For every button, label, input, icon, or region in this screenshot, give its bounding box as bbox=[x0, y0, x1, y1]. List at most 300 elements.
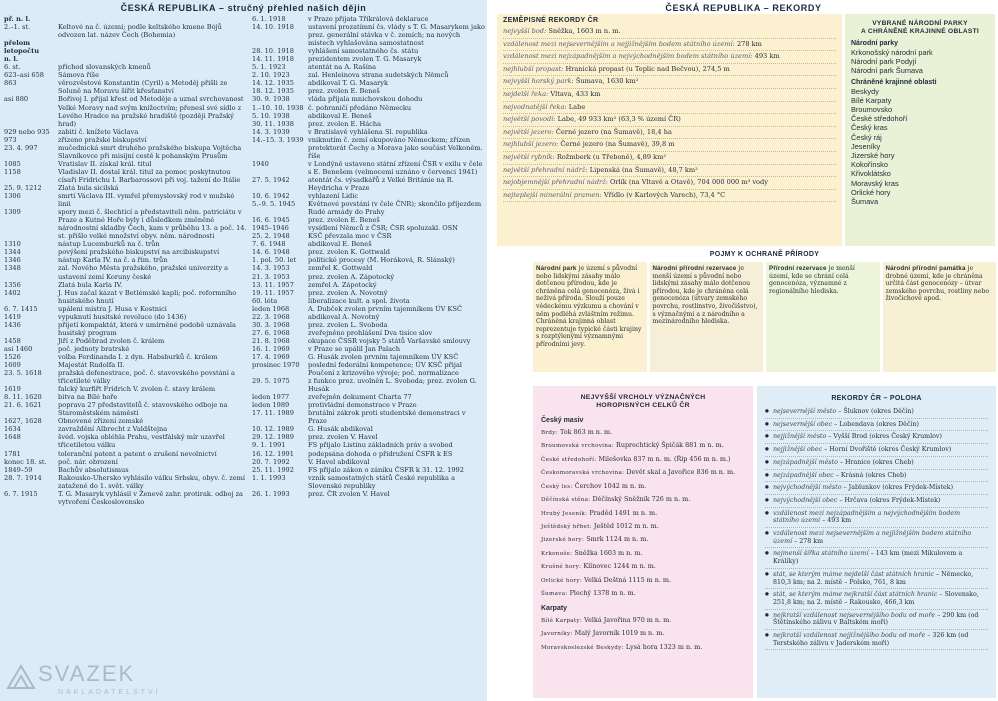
timeline-event: v Bratislavě vyhlášena Sl. republika bbox=[308, 127, 428, 136]
timeline-event: pražská defenestrace, poč. č. stavovského povstání a třicetileté války bbox=[58, 369, 235, 386]
protected-areas-heading: Chráněné krajinné oblasti bbox=[851, 78, 937, 86]
timeline-event: poprava 27 představitelů č. stavovského odboje na Staroměstském náměstí bbox=[58, 401, 228, 418]
timeline-event: okupace ČSSR vojsky 5 států Varšavské smlouvy bbox=[308, 336, 471, 345]
timeline-event: abdikoval T. G. Masaryk bbox=[308, 79, 389, 88]
record-value: – Německo, 810,3 km; na 2. místě – Polsko, 761, 8 km bbox=[773, 570, 974, 586]
timeline-date: 30. 9. 1938 bbox=[252, 95, 290, 104]
timeline-event: v Londýně ustaveno státní zřízení ČSR v exilu v čele s E. Benešem (velmocemi uznáno v červenci 1941) bbox=[308, 159, 483, 176]
timeline-row bbox=[4, 385, 247, 393]
position-record-item bbox=[765, 548, 988, 568]
record-label: největší povodí: bbox=[503, 115, 556, 124]
peak-name: Lysá hora 1323 m n. m. bbox=[625, 642, 703, 651]
geographic-records-list bbox=[503, 26, 836, 202]
timeline-row bbox=[252, 15, 485, 23]
timeline-column-1 bbox=[4, 15, 247, 506]
timeline-event: příchod slovanských kmenů bbox=[58, 63, 151, 72]
position-record-item bbox=[765, 528, 988, 548]
timeline-event: zemřel K. Gottwald bbox=[308, 264, 373, 273]
timeline-event: prezidentem zvolen T. G. Masaryk bbox=[308, 55, 422, 64]
protected-areas-list bbox=[851, 87, 989, 207]
timeline-row bbox=[252, 240, 485, 248]
timeline-event: volba Ferdinanda I. z dyn. Habsburků č. králem bbox=[58, 352, 218, 361]
timeline-event: smrtí Václava III. vymřel přemyslovský rod v mužské linii bbox=[58, 192, 235, 209]
timeline-row bbox=[4, 458, 247, 466]
timeline-date: 14.–15. 3. 1939 bbox=[252, 135, 304, 144]
timeline-row bbox=[252, 353, 485, 361]
timeline-event: vznik samostatných států České republika a Slovenské republiky bbox=[308, 473, 456, 490]
protection-term bbox=[883, 262, 997, 372]
timeline-row bbox=[4, 281, 247, 289]
position-record-item bbox=[765, 569, 988, 589]
timeline-event: prez. zvolen E. Beneš bbox=[308, 87, 380, 96]
record-label: nejhlubší jezero: bbox=[503, 140, 559, 149]
timeline-date: leden 1989 bbox=[252, 401, 290, 410]
record-value: Hranická propast (u Teplic nad Bečvou), 274,5 m bbox=[565, 64, 730, 73]
timeline-event: Keltové na č. území; podle keltského kmene Bójů odvozen lat. název Čech (Bohemia) bbox=[58, 23, 222, 40]
timeline-date: asi 880 bbox=[4, 95, 29, 104]
timeline-event: prez. zvolen K. Gottwald bbox=[308, 248, 391, 257]
parks-heading bbox=[851, 20, 989, 36]
timeline-date: 929 nebo 935 bbox=[4, 127, 50, 136]
geo-record-item bbox=[503, 190, 836, 203]
timeline-event: Bořivoj I. přijal křest od Metoděje a uznal svrchovanost Velké Moravy nad svým knížectvím; přenesl své sídlo z Levého Hradce na pražské hradiště (později Pražský hrad) bbox=[58, 95, 244, 128]
record-label: stát, se kterým máme nejdelší část státních hranic bbox=[773, 570, 934, 578]
position-records-box bbox=[757, 386, 996, 698]
record-value: Orlík (na Vltavě a Otavě), 704 000 000 m³ vody bbox=[610, 178, 768, 187]
timeline-row bbox=[252, 401, 485, 409]
timeline-date: 1940 bbox=[252, 159, 269, 168]
timeline-row bbox=[252, 176, 485, 192]
timeline-event: zavraždění Albrecht z Valdštejna bbox=[58, 425, 168, 434]
timeline-date: 1309 bbox=[4, 208, 21, 217]
position-record-item bbox=[765, 470, 988, 483]
record-value: – Horní Dvořiště (okres Český Krumlov) bbox=[824, 446, 952, 454]
range-name: Broumovská vrchovina: bbox=[541, 443, 614, 450]
position-record-item bbox=[765, 457, 988, 470]
timeline-date: 1346 bbox=[4, 256, 21, 265]
timeline-date: 6. 7. 1415 bbox=[4, 304, 38, 313]
range-name: Děčínská stěna: bbox=[541, 497, 591, 504]
record-value: Labe, 49 933 km² (63,3 % území ČR) bbox=[557, 115, 681, 124]
timeline-date: 1085 bbox=[4, 159, 21, 168]
record-label: nejzápadnější město bbox=[773, 458, 838, 466]
timeline-date: 16. 1. 1969 bbox=[252, 344, 290, 353]
peak-item bbox=[541, 466, 745, 479]
timeline-row bbox=[4, 337, 247, 345]
timeline-event: G. Husák abdikoval bbox=[308, 425, 373, 434]
peak-item bbox=[541, 493, 745, 506]
record-value: – Šluknov (okres Děčín) bbox=[838, 408, 914, 415]
record-value: – 278 km bbox=[794, 537, 824, 545]
term-name: Národní park bbox=[536, 265, 577, 272]
highest-peaks-heading bbox=[541, 394, 745, 411]
timeline-row bbox=[4, 144, 247, 160]
record-value: – Vyšší Brod (okres Český Krumlov) bbox=[828, 433, 942, 441]
timeline-row bbox=[252, 361, 485, 377]
timeline-event: zabití č. knížete Václava bbox=[58, 127, 139, 136]
timeline-row bbox=[4, 208, 247, 240]
timeline-date: 16. 12. 1991 bbox=[252, 449, 294, 458]
timeline-event: zal. Nového Města pražského, pražské univerzity a ustavení zemí Koruny české bbox=[58, 264, 229, 281]
timeline-event: nástup Karla IV. na č. a řím. trůn bbox=[58, 256, 168, 265]
timeline-event: poč. nár. obrození bbox=[58, 457, 118, 466]
timeline-event: Zlatá bula Karla IV. bbox=[58, 280, 123, 289]
timeline-date: 18. 12. 1935 bbox=[252, 87, 294, 96]
timeline-row bbox=[252, 321, 485, 329]
timeline-date: 23. 4. 997 bbox=[4, 143, 38, 152]
timeline-row bbox=[4, 136, 247, 144]
park-item: Jeseníky bbox=[851, 141, 881, 151]
timeline-date: 2. 10. 1923 bbox=[252, 71, 290, 80]
timeline-event: Bachův absolutismus bbox=[58, 465, 129, 474]
timeline-event: V. Havel abdikoval bbox=[308, 457, 370, 466]
record-value: – 143 km (mezi Mikulovem a Králíky) bbox=[773, 550, 963, 566]
timeline-row bbox=[4, 160, 247, 168]
peak-name: Plechý 1378 m n. m. bbox=[569, 589, 636, 598]
timeline-date: 1648 bbox=[4, 433, 21, 442]
timeline-date: 1158 bbox=[4, 167, 21, 176]
timeline-event: vyhlášení samostatného čs. státu bbox=[308, 47, 419, 56]
record-label: nejsevernější město bbox=[773, 408, 837, 415]
timeline-row bbox=[252, 95, 485, 103]
timeline-event: Vratislav II. získal král. titul bbox=[58, 159, 152, 168]
timeline-date: 1.–10. 10. 1938 bbox=[252, 103, 304, 112]
peak-name: Velká Deštná 1115 m n. m. bbox=[584, 575, 672, 584]
geo-record-item bbox=[503, 177, 836, 190]
timeline-row bbox=[252, 337, 485, 345]
range-name: Orlické hory: bbox=[541, 577, 583, 584]
timeline-row bbox=[4, 192, 247, 208]
timeline-row bbox=[252, 264, 485, 272]
timeline-date: 21. 6. 1621 bbox=[4, 401, 42, 410]
timeline-event: atentát čs. výsadkářů z Velké Británie na R. Heydricha v Praze bbox=[308, 175, 454, 192]
timeline-date: 1306 bbox=[4, 192, 21, 201]
peak-name: Děčínský Sněžník 726 m n. m. bbox=[592, 495, 691, 504]
record-value: – Slovensko, 251,8 km; na 2. místě – Rakousko, 466,3 km bbox=[773, 591, 979, 606]
record-value: Vřídlo (v Karlových Varech), 73,4 °C bbox=[603, 190, 726, 199]
timeline-row bbox=[4, 289, 247, 305]
record-value: – Lobendava (okres Děčín) bbox=[834, 420, 919, 428]
record-label: stát, se kterým máme nejkratší část státních hranic bbox=[773, 591, 938, 599]
timeline-event: v Praze se upálil Jan Palach bbox=[308, 344, 400, 353]
timeline-row bbox=[4, 23, 247, 39]
timeline-date: 1436 bbox=[4, 320, 21, 329]
record-label: nejvýchodnější město bbox=[773, 484, 842, 492]
national-parks-heading: Národní parky bbox=[851, 40, 899, 47]
peak-name: Milešovka 837 m n. m. (Říp 456 m n. m.) bbox=[598, 454, 731, 463]
timeline-date: 14. 3. 1939 bbox=[252, 127, 290, 136]
timeline-row bbox=[4, 63, 247, 71]
term-text: je drobné území, kde je chráněna určitá část genocenózy – útvar zemského povrchu, rostliny nebo živočichové apod. bbox=[885, 265, 990, 303]
record-value: Sněžka, 1603 m n. m. bbox=[548, 27, 621, 35]
timeline-row bbox=[252, 425, 485, 433]
timeline-row bbox=[252, 104, 485, 112]
timeline-event: atentát na A. Rašína bbox=[308, 63, 377, 72]
range-name: České středohoří: bbox=[541, 456, 597, 463]
geo-record-item bbox=[503, 165, 836, 178]
timeline-row bbox=[4, 79, 247, 95]
timeline-date: 1619 bbox=[4, 385, 21, 394]
timeline-row bbox=[252, 289, 485, 297]
timeline-row bbox=[4, 95, 247, 127]
timeline-row bbox=[252, 409, 485, 425]
timeline-row bbox=[252, 433, 485, 441]
record-label: nejvyšší horský park: bbox=[503, 77, 574, 86]
timeline-row bbox=[252, 160, 485, 176]
timeline-date: 19. 11. 1957 bbox=[252, 288, 294, 297]
term-text: je menší území s původní nebo lidskými zásahy málo dotčenou přírodou, kde je chráněna celá genocenóza (útvary zemského povrchu, rostlinstvo, živočišstvo), s význačnými a z národního a mezinárodního hlediska. bbox=[652, 265, 758, 326]
record-label: nejteplejší minerální pramen: bbox=[503, 190, 602, 199]
record-value: 278 km bbox=[736, 39, 762, 48]
timeline-date: 27. 5. 1942 bbox=[252, 175, 290, 184]
peak-item bbox=[541, 533, 745, 546]
record-label: nejkratší vzdálenost nejsevernějšího bodu od moře bbox=[773, 611, 936, 619]
timeline-event: upálení mistra J. Husa v Kostnici bbox=[58, 304, 167, 313]
timeline-date: 1348 bbox=[4, 264, 21, 273]
record-value: – Hranice (okres Cheb) bbox=[839, 458, 914, 466]
timeline-row bbox=[4, 433, 247, 449]
timeline-event: Jiří z Poděbrad zvolen č. králem bbox=[58, 336, 165, 345]
timeline-row bbox=[252, 256, 485, 264]
record-value: Labe bbox=[568, 102, 586, 111]
bohemian-massif-list bbox=[541, 426, 745, 601]
peak-item bbox=[541, 439, 745, 452]
record-value: Vltava, 433 km bbox=[550, 89, 601, 98]
record-value: – 290 km (od Štětínského zálivu v Baltském moři) bbox=[773, 611, 979, 627]
peak-item bbox=[541, 426, 745, 439]
timeline-row bbox=[252, 345, 485, 353]
timeline-row bbox=[252, 216, 485, 224]
range-name: Ještědský hřbet: bbox=[541, 523, 592, 530]
record-value: Černé jezero (na Šumavě), 18,4 ha bbox=[555, 127, 672, 136]
timeline-event: Rakousko-Uhersko vyhlásilo válku Srbsku, obyv. č. zemí zatažené do 1. svět. války bbox=[58, 473, 246, 490]
timeline-event: věrozvěstové Konstantin (Cyril) a Metoděj přišli ze Soluně na Moravu šířit křesťanství bbox=[58, 79, 228, 96]
timeline-date: 27. 6. 1968 bbox=[252, 328, 290, 337]
records-panel bbox=[489, 0, 998, 701]
range-name: Český les: bbox=[541, 483, 573, 490]
timeline-date: 2.–1. st. bbox=[4, 23, 31, 32]
records-title: ČESKÁ REPUBLIKA – REKORDY bbox=[665, 3, 822, 13]
timeline-date: 973 bbox=[4, 135, 17, 144]
range-name: Hrubý Jeseník: bbox=[541, 510, 588, 517]
nature-protection-heading: POJMY K OCHRANĚ PŘÍRODY bbox=[709, 251, 820, 258]
highest-peaks-heading-line1: NEJVYŠŠÍ VRCHOLY VÝZNAČNÝCH bbox=[580, 394, 706, 401]
timeline-date: 9. 1. 1991 bbox=[252, 441, 286, 450]
timeline-row bbox=[252, 297, 485, 305]
timeline-date: 25. 2. 1948 bbox=[252, 232, 290, 241]
range-name: Jizerské hory: bbox=[541, 537, 585, 544]
geo-record-item bbox=[503, 89, 836, 102]
record-label: vzdálenost mezi nejzápadnějším a nejvýchodnějším bodem státního území bbox=[773, 509, 961, 525]
record-label: nejvýchodnější obec bbox=[773, 496, 838, 504]
timeline-event: liberalizace kult. a spol. života bbox=[308, 296, 410, 305]
term-name: Národní přírodní památka bbox=[885, 265, 966, 272]
timeline-date: přelom letopočtu bbox=[4, 39, 40, 56]
peak-item bbox=[541, 480, 745, 493]
timeline-date: konec 18. st. bbox=[4, 457, 47, 466]
timeline-row bbox=[252, 441, 485, 449]
protection-term bbox=[533, 262, 647, 372]
record-label: nejvyšší bod: bbox=[503, 27, 547, 35]
range-name: Javorníky: bbox=[541, 631, 573, 638]
geo-record-item bbox=[503, 51, 836, 64]
parks-heading-line2: A CHRÁNĚNÉ KRAJINNÉ OBLASTI bbox=[860, 28, 980, 35]
park-item: Broumovsko bbox=[851, 105, 893, 115]
record-label: nejsevernější obec bbox=[773, 420, 833, 428]
timeline-date: 623–asi 658 bbox=[4, 71, 44, 80]
record-value: Černé jezero (na Šumavě), 39,8 m bbox=[560, 140, 675, 149]
record-value: Šumava, 1630 km² bbox=[575, 77, 639, 86]
timeline-event: prez. zvolen L. Svoboda bbox=[308, 320, 388, 329]
peak-item bbox=[541, 547, 745, 560]
timeline-date: 1945–1946 bbox=[252, 224, 289, 233]
timeline-date: 5. 1. 1923 bbox=[252, 63, 286, 72]
timeline-row bbox=[4, 15, 247, 23]
timeline-date: 8. 11. 1620 bbox=[4, 393, 42, 402]
timeline-event bbox=[58, 39, 247, 55]
timeline-date: 6. st. bbox=[4, 63, 21, 72]
peak-name: Ruprechtický Špičák 881 m n. m. bbox=[616, 441, 724, 450]
record-value: 493 km bbox=[754, 52, 780, 61]
timeline-row bbox=[252, 23, 485, 47]
timeline-event: vypuknutí husitské revoluce (do 1436) bbox=[58, 312, 187, 321]
park-item: Kokořínsko bbox=[851, 160, 888, 170]
park-item: Bílé Karpaty bbox=[851, 95, 892, 105]
timeline-event: J. Hus začal kázat v Betlémské kapli; poč. reformního husitského hnutí bbox=[58, 288, 237, 305]
timeline-date: 1458 bbox=[4, 336, 21, 345]
record-label: nejkratší vzdálenost nejjižnějšího bodu od moře bbox=[773, 632, 926, 640]
timeline-event: protivládní demonstrace v Praze bbox=[308, 401, 417, 410]
range-name: Krušné hory: bbox=[541, 564, 582, 571]
park-item: Beskydy bbox=[851, 86, 879, 96]
timeline-row bbox=[252, 273, 485, 281]
record-value: – 326 km (od Terstského zálivu v Jaderském moři) bbox=[773, 632, 969, 647]
timeline-date: 29. 5. 1975 bbox=[252, 377, 290, 386]
timeline-event: poč. jednoty bratrské bbox=[58, 344, 130, 353]
timeline-event: vláda přijala mnichovskou dohodu bbox=[308, 95, 423, 104]
timeline-event: podepsána dohoda o přidružení ČSFR k ES bbox=[308, 449, 453, 458]
timeline-event: prez. zvolen E. Hácha bbox=[308, 119, 382, 128]
protection-term bbox=[766, 262, 880, 372]
timeline-event: prez. zvolen V. Havel bbox=[308, 433, 378, 442]
timeline-event: Květnové povstání (v čele ČNR); skončilo příjezdem Rudé armády do Prahy bbox=[308, 200, 482, 217]
position-record-item bbox=[765, 406, 988, 419]
timeline-row bbox=[252, 112, 485, 120]
timeline-event: poslední federální kompetence; ÚV KSČ přijal Poučení z krizového vývoje; poč. normalizace bbox=[308, 361, 462, 378]
range-name: Bílé Karpaty: bbox=[541, 617, 583, 624]
timeline-date: 1781 bbox=[4, 449, 21, 458]
timeline-date: 14. 11. 1918 bbox=[252, 55, 294, 64]
timeline-row bbox=[252, 192, 485, 200]
peak-item bbox=[541, 574, 745, 587]
timeline-row bbox=[4, 313, 247, 321]
record-label: nejobjemnější přehradní nádrž: bbox=[503, 178, 608, 187]
timeline-date: 863 bbox=[4, 79, 17, 88]
timeline-row bbox=[252, 128, 485, 136]
range-name: Českomoravská vrchovina: bbox=[541, 470, 625, 477]
timeline-event: mučednická smrt druhého pražského biskupa Vojtěcha Slavníkovce při misijní cestě k pohanským Prusům bbox=[58, 143, 242, 160]
timeline-row bbox=[4, 305, 247, 313]
timeline-event: v Praze přijata Tříkrálová deklarace bbox=[308, 15, 429, 23]
position-record-item bbox=[765, 419, 988, 432]
timeline-event bbox=[58, 15, 247, 23]
timeline-date: 23. 5. 1618 bbox=[4, 369, 42, 378]
highest-peaks-heading-line2: HOROPISNÝCH CELKŮ ČR bbox=[596, 402, 690, 410]
timeline-event: politické procesy (M. Horáková, R. Slánský) bbox=[308, 256, 455, 265]
timeline-row bbox=[252, 281, 485, 289]
geo-record-item bbox=[503, 127, 836, 140]
record-label: nejhlubší propast: bbox=[503, 64, 564, 73]
publisher-name: SVAZEK bbox=[38, 661, 136, 686]
timeline-event: Majestát Rudolfa II. bbox=[58, 361, 125, 370]
parks-box bbox=[845, 14, 995, 246]
record-value: – Jablunkov (okres Frýdek-Místek) bbox=[843, 484, 954, 492]
record-label: nejzápadnější obec bbox=[773, 471, 834, 479]
timeline-date: 14. 10. 1918 bbox=[252, 23, 294, 32]
geo-record-item bbox=[503, 39, 836, 52]
timeline-event: prez. zvolen E. Beneš bbox=[308, 216, 380, 225]
highest-peaks-box bbox=[533, 386, 753, 698]
timeline-event: zveřejněn dokument Charta 77 bbox=[308, 393, 412, 402]
timeline-date: 17. 11. 1989 bbox=[252, 409, 294, 418]
timeline-event: nástup Lucemburků na č. trůn bbox=[58, 240, 160, 249]
timeline-event: zal. Henleinova strana sudetských Němců bbox=[308, 71, 449, 80]
timeline-date: 1356 bbox=[4, 280, 21, 289]
timeline-date: 1310 bbox=[4, 240, 21, 249]
timeline-event: z funkce prez. uvolněn L. Svoboda; prez. zvolen G. Husák bbox=[308, 377, 477, 394]
position-record-item bbox=[765, 444, 988, 457]
park-item: Orlické hory bbox=[851, 187, 891, 197]
timeline-date: leden 1977 bbox=[252, 393, 290, 402]
timeline-date: 29. 12. 1989 bbox=[252, 433, 294, 442]
timeline-row bbox=[252, 305, 485, 313]
record-value: Lipenská (na Šumavě), 48,7 km² bbox=[589, 165, 698, 174]
park-item: Šumava bbox=[851, 197, 879, 207]
park-item: Národní park Šumava bbox=[851, 66, 923, 76]
timeline-event: prez. zvolen A. Zápotocký bbox=[308, 272, 395, 281]
peak-name: Praděd 1491 m n. m. bbox=[589, 508, 658, 517]
position-record-item bbox=[765, 508, 988, 528]
geographic-records-heading: ZEMĚPISNÉ REKORDY ČR bbox=[503, 17, 599, 24]
position-record-item bbox=[765, 431, 988, 444]
national-parks-list bbox=[851, 48, 989, 76]
position-record-item bbox=[765, 610, 988, 630]
park-item: Krkonošský národní park bbox=[851, 48, 933, 57]
timeline-event: KSČ převzala moc v ČSR bbox=[308, 232, 392, 241]
record-label: vzdálenost mezi nejsevernějším a nejjižnějším bodem státního území: bbox=[503, 39, 735, 48]
timeline-date: 30. 11. 1938 bbox=[252, 119, 294, 128]
peak-name: Ještěd 1012 m n. m. bbox=[593, 521, 659, 530]
timeline-date: 22. 3. 1968 bbox=[252, 312, 290, 321]
peak-item bbox=[541, 453, 745, 466]
timeline-event: švéd. vojska obléhla Prahu, vestfálský mír uzavřel třicetiletou válku bbox=[58, 433, 225, 450]
timeline-row bbox=[252, 87, 485, 95]
geographic-records-box bbox=[497, 14, 842, 246]
peak-item bbox=[541, 520, 745, 533]
timeline-event: vysídlení Němců z ČSR; ČSR spoluzakl. OSN bbox=[308, 224, 458, 233]
record-value: – Krásná (okres Cheb) bbox=[835, 471, 907, 479]
record-label: vzdálenost mezi nejzápadnějším a nejvýchodnějším bodem státního území: bbox=[503, 52, 753, 61]
range-name: Brdy: bbox=[541, 429, 558, 436]
timeline-event: G. Husák zvolen prvním tajemníkem ÚV KSČ bbox=[308, 352, 459, 361]
range-name: Moravskoslezské Beskydy: bbox=[541, 644, 624, 651]
record-label: nejdelší řeka: bbox=[503, 89, 549, 98]
geo-record-item bbox=[503, 76, 836, 89]
history-title: ČESKÁ REPUBLIKA – stručný přehled našich dějin bbox=[120, 3, 367, 13]
timeline-event: abdikoval E. Beneš bbox=[308, 111, 372, 120]
term-text: je území s původní nebo lidskými zásahy málo dotčenou přírodou, kde je chráněna celá genocenóza, živá i neživá příroda. Slouží pouze vědeckému výzkumu a chování v něm podléhá zvláštním režimu. Chráněná krajinná oblast reprezentuje typické části krajiny s rozptýlenými významnými přírodními jevy. bbox=[536, 265, 642, 348]
park-item: Jizerské hory bbox=[851, 151, 895, 161]
